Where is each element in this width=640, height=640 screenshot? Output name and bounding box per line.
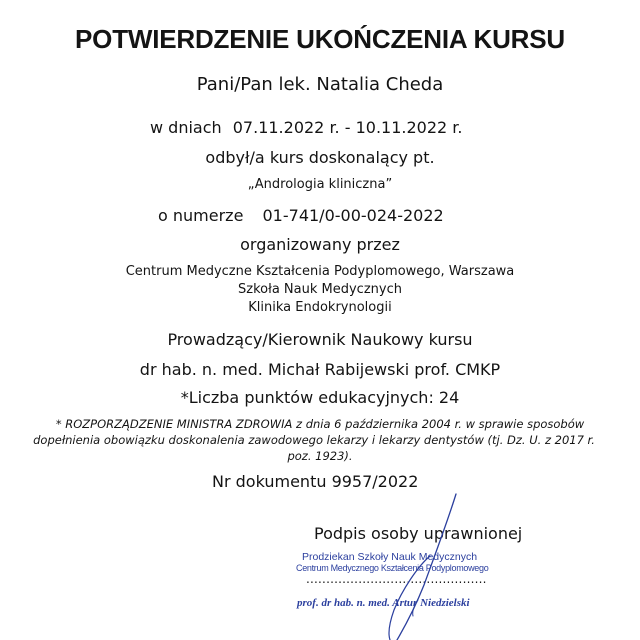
document-number: Nr dokumentu 9957/2022 <box>212 472 419 491</box>
recipient-name: Pani/Pan lek. Natalia Cheda <box>196 74 444 95</box>
certificate-title: POTWIERDZENIE UKOŃCZENIA KURSU <box>75 24 565 54</box>
signature-label: Podpis osoby uprawnionej <box>314 524 523 543</box>
course-number-value: 01-741/0-00-024-2022 <box>262 206 444 225</box>
completed-text: odbył/a kurs doskonalący pt. <box>205 148 435 167</box>
course-leader-name: dr hab. n. med. Michał Rabijewski prof. CMKP <box>139 360 501 379</box>
organizer-center: Centrum Medyczne Kształcenia Podyplomowego, Warszawa <box>125 264 515 279</box>
dates-range: 07.11.2022 r. - 10.11.2022 r. <box>232 118 463 137</box>
course-number <box>158 206 444 225</box>
regulation-note-line: dopełnienia obowiązku doskonalenia zawodowego lekarzy i lekarzy dentystów (tj. Dz. U. z 2017 r. <box>33 433 595 447</box>
course-number-prefix: o numerze <box>158 206 244 225</box>
regulation-note-line: poz. 1923). <box>287 449 353 463</box>
stamp-organization: Centrum Medycznego Kształcenia Podyplomowego <box>296 563 489 573</box>
organizer-school: Szkoła Nauk Medycznych <box>238 282 402 297</box>
dates-prefix: w dniach <box>150 118 222 137</box>
course-name: „Andrologia kliniczna” <box>247 177 393 192</box>
organizer-clinic: Klinika Endokrynologii <box>248 300 392 315</box>
course-leader-label: Prowadzący/Kierownik Naukowy kursu <box>167 330 473 349</box>
education-points: *Liczba punktów edukacyjnych: 24 <box>180 388 460 407</box>
signature-dotted-line: ............................................. <box>306 572 487 586</box>
organized-by-label: organizowany przez <box>240 235 400 254</box>
signer-name: prof. dr hab. n. med. Artur Niedzielski <box>297 597 470 609</box>
regulation-note-line: * ROZPORZĄDZENIE MINISTRA ZDROWIA z dnia 6 października 2004 r. w sprawie sposobów <box>55 417 585 431</box>
course-dates <box>150 118 462 137</box>
stamp-title: Prodziekan Szkoły Nauk Medycznych <box>302 551 478 563</box>
